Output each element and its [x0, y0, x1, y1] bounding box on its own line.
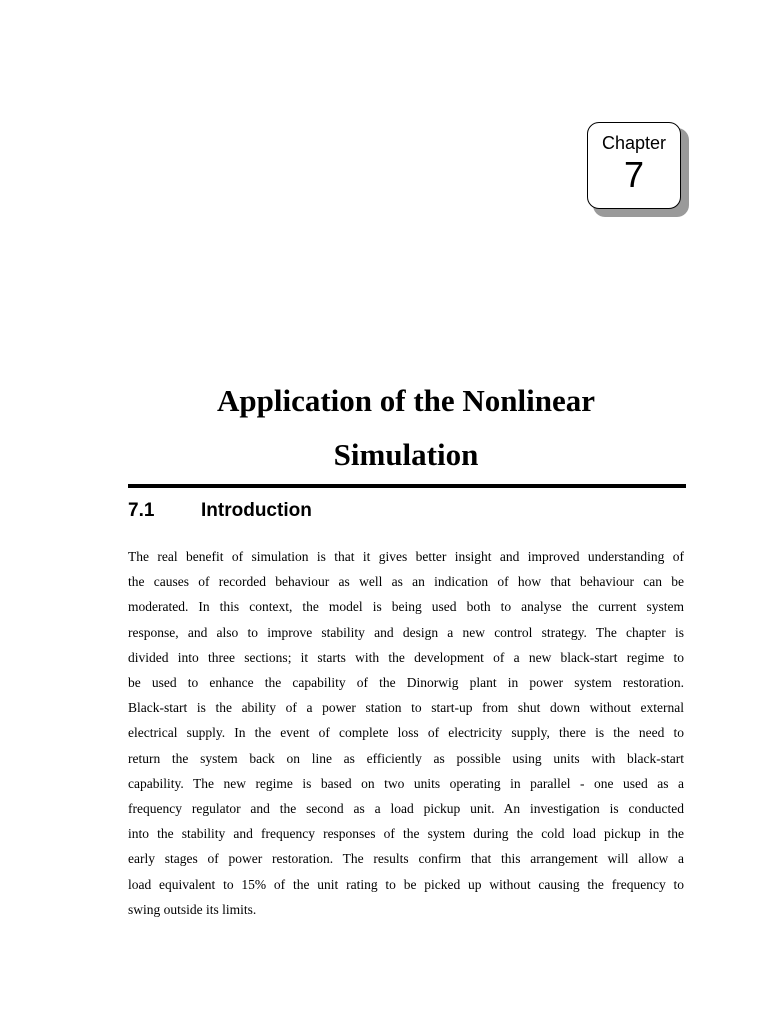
section-heading — [128, 499, 312, 523]
body-line: into the stability and frequency responses of the system during the cold load pickup in the — [128, 826, 684, 842]
body-line: response, and also to improve stability and design a new control strategy. The chapter is — [128, 624, 684, 640]
body-line: return the system back on line as efficiently as possible using units with black-start — [128, 750, 684, 766]
body-line: divided into three sections; it starts with the development of a new black-start regime to — [128, 649, 684, 665]
body-paragraph — [128, 544, 684, 922]
chapter-box — [587, 122, 681, 209]
body-line: electrical supply. In the event of complete loss of electricity supply, there is the need to — [128, 725, 684, 741]
body-line: early stages of power restoration. The results confirm that this arrangement will allow a — [128, 851, 684, 867]
body-line: swing outside its limits. — [128, 901, 257, 917]
body-line: The real benefit of simulation is that it gives better insight and improved understanding of — [128, 549, 684, 564]
body-line: moderated. In this context, the model is being used both to analyse the current system — [128, 599, 684, 615]
body-line: capability. The new regime is based on two units operating in parallel - one used as a — [128, 775, 684, 791]
chapter-number: 7 — [623, 154, 645, 195]
body-line: be used to enhance the capability of the Dinorwig plant in power system restoration. — [128, 675, 684, 691]
body-line: Black-start is the ability of a power station to start-up from shut down without external — [128, 700, 684, 716]
body-line: load equivalent to 15% of the unit rating to be picked up without causing the frequency to — [128, 876, 684, 892]
body-line: the causes of recorded behaviour as well as an indication of how that behaviour can be — [128, 574, 684, 590]
body-line: frequency regulator and the second as a load pickup unit. An investigation is conducted — [128, 801, 684, 817]
section-number: 7.1 — [128, 500, 155, 521]
section-title: Introduction — [201, 500, 312, 521]
page-title-line-1: Application of the Nonlinear — [216, 383, 596, 418]
page-title-line-2: Simulation — [333, 437, 479, 472]
page-title — [128, 374, 684, 482]
title-rule — [128, 484, 686, 488]
chapter-label: Chapter — [601, 133, 667, 153]
